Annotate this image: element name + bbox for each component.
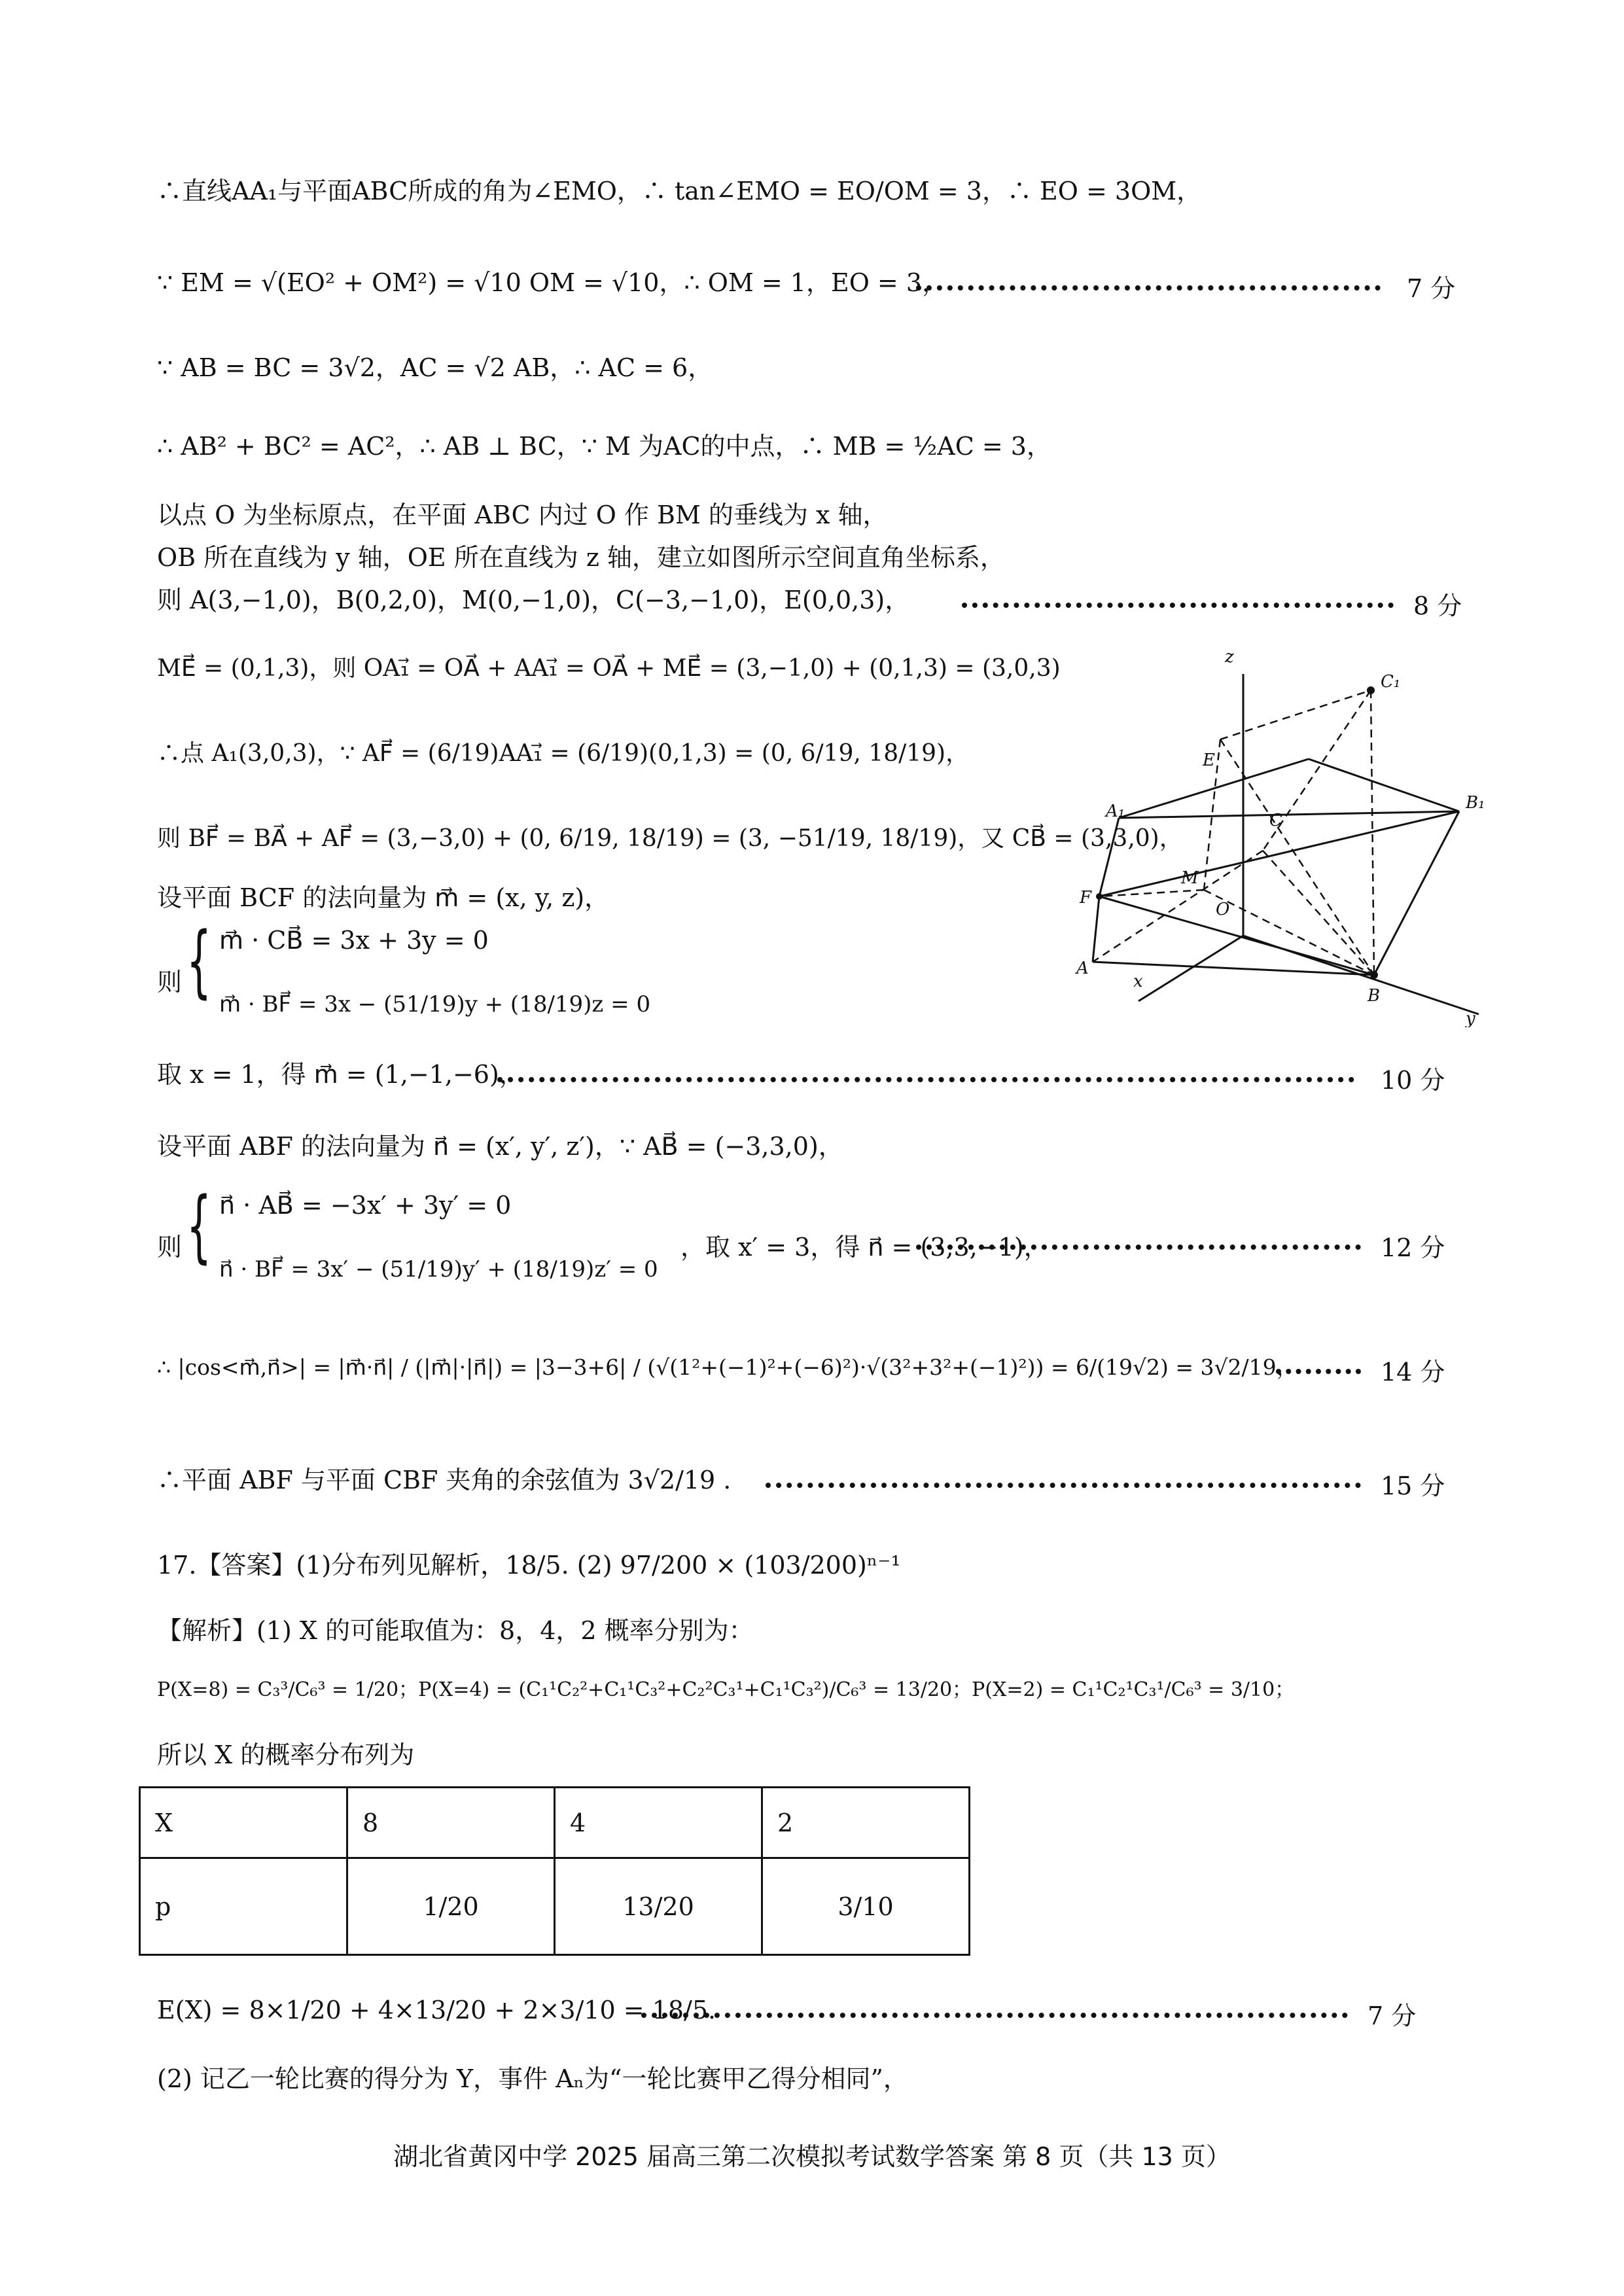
line-19: 【解析】(1) X 的可能取值为：8，4，2 概率分别为：	[157, 1616, 754, 1645]
figure-label: O	[1216, 900, 1230, 919]
system-prefix: 则	[157, 1233, 183, 1262]
score-7b: 7 分	[1368, 2002, 1417, 2030]
table-row	[140, 1858, 970, 1955]
figure-label: A₁	[1106, 802, 1125, 821]
figure-label: M	[1181, 868, 1199, 888]
dotted-leader	[1276, 1369, 1361, 1374]
dotted-leader	[962, 603, 1394, 608]
line-22: E(X) = 8×1/20 + 4×13/20 + 2×3/10 = 18/5.	[157, 1996, 716, 2024]
figure-label: B₁	[1466, 793, 1485, 813]
system-tail: ，取 x′ = 3，得 n⃗ = (3,3,−1)，	[680, 1233, 1049, 1262]
table-cell: p	[140, 1858, 347, 1955]
page-footer: 湖北省黄冈中学 2025 届高三第二次模拟考试数学答案 第 8 页（共 13 页）	[393, 2142, 1231, 2171]
figure-label: z	[1225, 648, 1234, 667]
line-11: 设平面 BCF 的法向量为 m⃗ = (x, y, z)，	[157, 883, 610, 912]
figure-label: C₁	[1381, 672, 1401, 692]
table-cell: 3/10	[762, 1858, 970, 1955]
dotted-leader	[916, 285, 1381, 291]
figure-label: y	[1466, 1009, 1475, 1027]
system-prefix: 则	[157, 968, 183, 997]
table-cell: 2	[762, 1788, 970, 1858]
table-cell: 4	[555, 1788, 762, 1858]
line-14: 设平面 ABF 的法向量为 n⃗ = (x′, y′, z′)，∵ AB⃗ = (−3,3,0)，	[157, 1132, 843, 1161]
table-cell: 13/20	[555, 1858, 762, 1955]
dotted-leader	[766, 1483, 1361, 1488]
table-cell: 1/20	[347, 1858, 555, 1955]
score-14: 14 分	[1381, 1358, 1445, 1386]
line-10: 则 BF⃗ = BA⃗ + AF⃗ = (3,−3,0) + (0, 6/19, 18/19) = (3, −51/19, 18/19)，又 CB⃗ = (3,3,0)，	[157, 825, 1183, 852]
brace-icon: {	[186, 916, 212, 1007]
line-18: 17.【答案】(1)分布列见解析，18/5. (2) 97/200 × (103/200)ⁿ⁻¹	[157, 1551, 901, 1580]
line-20: P(X=8) = C₃³/C₆³ = 1/20；P(X=4) = (C₁¹C₂²+C₁¹C₃²+C₂²C₃¹+C₁¹C₃²)/C₆³ = 13/20；P(X=2) = C₁¹C₂¹C₃¹/C₆³ = 3/10；	[157, 1678, 1295, 1701]
figure-label: B	[1368, 986, 1381, 1006]
line-21: 所以 X 的概率分布列为	[157, 1740, 415, 1769]
line-23: (2) 记乙一轮比赛的得分为 Y，事件 Aₙ为“一轮比赛甲乙得分相同”，	[157, 2064, 908, 2093]
system-eq-2: m⃗ · BF⃗ = 3x − (51/19)y + (18/19)z = 0	[219, 991, 651, 1017]
line-9: ∴点 A₁(3,0,3)，∵ AF⃗ = (6/19)AA₁⃗ = (6/19)(0,1,3) = (0, 6/19, 18/19)，	[157, 740, 970, 767]
system-eq-1: m⃗ · CB⃗ = 3x + 3y = 0	[219, 926, 489, 955]
table-cell: 8	[347, 1788, 555, 1858]
dotted-leader	[641, 2013, 1348, 2018]
table-row	[140, 1788, 970, 1858]
dotted-leader	[497, 1077, 1354, 1082]
system-eq-2: n⃗ · BF⃗ = 3x′ − (51/19)y′ + (18/19)z′ = 0	[219, 1256, 658, 1282]
figure-label: A	[1076, 959, 1089, 978]
line-8: ME⃗ = (0,1,3)，则 OA₁⃗ = OA⃗ + AA₁⃗ = OA⃗ + ME⃗ = (3,−1,0) + (0,1,3) = (3,0,3)	[157, 655, 1061, 682]
score-15: 15 分	[1381, 1472, 1445, 1500]
line-17: ∴平面 ABF 与平面 CBF 夹角的余弦值为 3√2/19 .	[157, 1466, 732, 1494]
line-1: ∴直线AA₁与平面ABC所成的角为∠EMO，∴ tan∠EMO = EO/OM = 3，∴ EO = 3OM，	[157, 177, 1202, 205]
line-5: 以点 O 为坐标原点，在平面 ABC 内过 O 作 BM 的垂线为 x 轴，	[157, 501, 888, 529]
line-16: ∴ |cos<m⃗,n⃗>| = |m⃗·n⃗| / (|m⃗|·|n⃗|) = |3−3+6| / (√(1²+(−1)²+(−6)²)·√(3²+3²+(−1)²)) = 6/(19√2) = 3√2/19，	[157, 1354, 1298, 1380]
figure-label: E	[1203, 751, 1215, 770]
brace-icon: {	[186, 1181, 212, 1272]
line-2: ∵ EM = √(EO² + OM²) = √10 OM = √10，∴ OM = 1，EO = 3，	[157, 268, 947, 297]
line-4: ∴ AB² + BC² = AC²，∴ AB ⊥ BC，∵ M 为AC的中点，∴ MB = ½AC = 3，	[157, 432, 1051, 461]
dotted-leader	[916, 1245, 1361, 1250]
score-10: 10 分	[1381, 1066, 1445, 1095]
figure-label: x	[1133, 972, 1143, 991]
equation-system-1	[157, 916, 746, 1047]
score-7: 7 分	[1407, 274, 1456, 303]
system-eq-1: n⃗ · AB⃗ = −3x′ + 3y′ = 0	[219, 1191, 512, 1220]
line-13: 取 x = 1，得 m⃗ = (1,−1,−6)，	[157, 1060, 524, 1089]
line-7: 则 A(3,−1,0)，B(0,2,0)，M(0,−1,0)，C(−3,−1,0)，E(0,0,3)，	[157, 586, 910, 614]
geometry-figure	[1073, 648, 1492, 1027]
line-6: OB 所在直线为 y 轴，OE 所在直线为 z 轴，建立如图所示空间直角坐标系，	[157, 543, 1005, 572]
table-cell: X	[140, 1788, 347, 1858]
score-12: 12 分	[1381, 1233, 1445, 1262]
distribution-table	[139, 1786, 970, 1956]
score-8: 8 分	[1413, 592, 1462, 620]
line-3: ∵ AB = BC = 3√2，AC = √2 AB，∴ AC = 6，	[157, 353, 713, 382]
figure-label: F	[1080, 888, 1092, 908]
figure-label: C	[1269, 811, 1282, 830]
